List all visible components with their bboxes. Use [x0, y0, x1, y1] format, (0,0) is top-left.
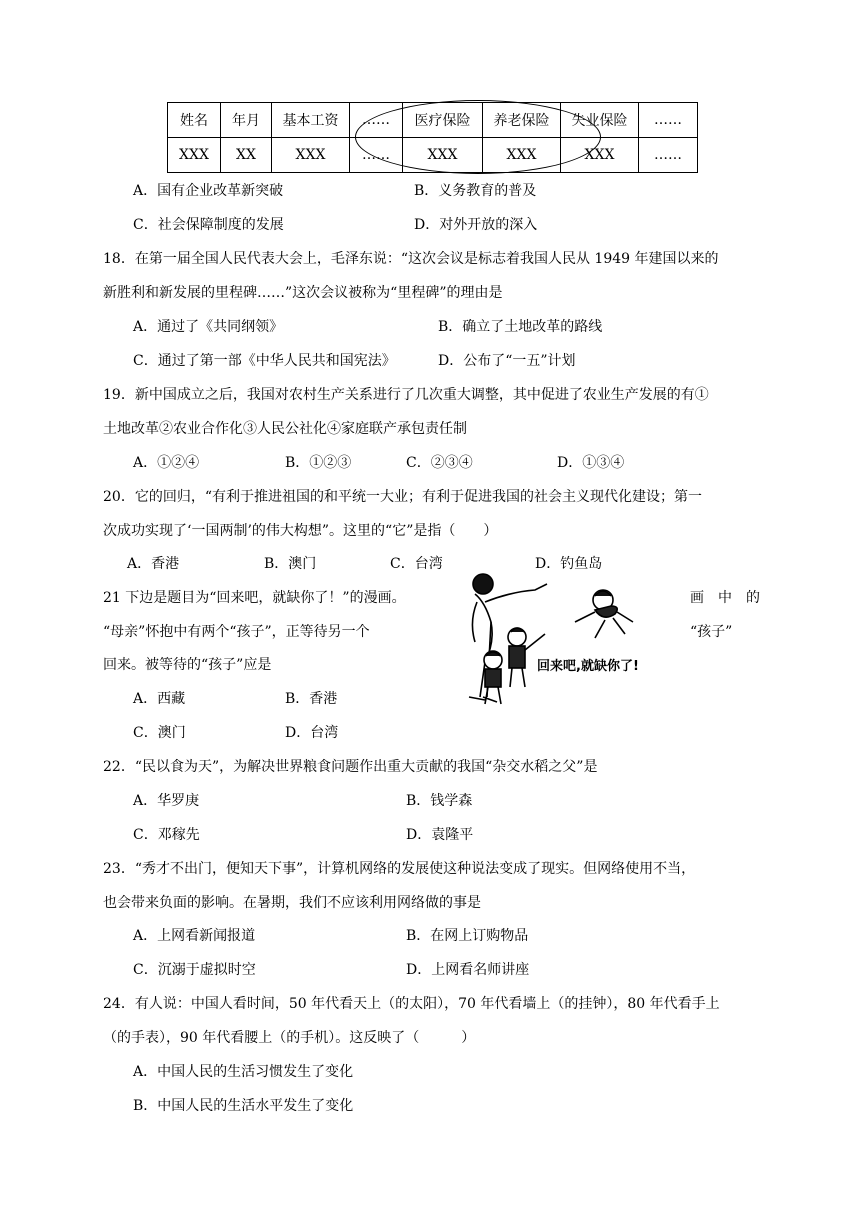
q21-stem-line1-right: 画 中 的 [690, 590, 760, 606]
q20-option-d: D．钓鱼岛 [535, 556, 603, 572]
cartoon-drawing [455, 562, 655, 712]
table-cell: XXX [403, 138, 483, 173]
table-cell: …… [639, 138, 698, 173]
q22-stem-line1: 22．“民以食为天”，为解决世界粮食问题作出重大贡献的我国“杂交水稻之父”是 [103, 759, 598, 775]
table-cell: XX [221, 138, 272, 173]
child-figure [484, 651, 502, 704]
q19-option-b: B．①②③ [285, 455, 352, 471]
table-header-cell: …… [350, 103, 403, 138]
table-header-cell: 养老保险 [483, 103, 561, 138]
q20-stem-line2: 次成功实现了‘一国两制’的伟大构想”。这里的“它”是指（ ） [103, 523, 498, 539]
q24-option-b: B．中国人民的生活水平发生了变化 [133, 1098, 354, 1114]
table-header-cell: 基本工资 [272, 103, 350, 138]
q18-option-a: A．通过了《共同纲领》 [133, 319, 284, 335]
q19-stem-line2: 土地改革②农业合作化③人民公社化④家庭联产承包责任制 [103, 421, 467, 437]
highlight-ellipse [355, 100, 601, 174]
table-header-cell: …… [639, 103, 698, 138]
q21-stem-line3: 回来。被等待的“孩子”应是 [103, 657, 272, 673]
cartoon-caption: 回来吧,就缺你了! [537, 659, 639, 674]
q17-option-a: A．国有企业改革新突破 [133, 183, 284, 199]
q23-stem-line1: 23．“秀才不出门，便知天下事”，计算机网络的发展使这种说法变成了现实。但网络使用不当， [103, 861, 696, 877]
child-figure [575, 590, 633, 638]
table-cell: XXX [272, 138, 350, 173]
q20-option-b: B．澳门 [264, 556, 317, 572]
q19-option-d: D．①③④ [557, 455, 625, 471]
cartoon-illustration [455, 562, 655, 712]
q18-stem-line2: 新胜利和新发展的里程碑……”这次会议被称为“里程碑”的理由是 [103, 285, 503, 301]
q21-option-a: A．西藏 [133, 691, 186, 707]
q18-stem-line1: 18．在第一届全国人民代表大会上，毛泽东说：“这次会议是标志着我国人民从 1949 年建国以来的 [103, 251, 719, 267]
q21-stem-line2-right: “孩子” [690, 624, 733, 640]
q24-stem-line2: （的手表），90 年代看腰上（的手机）。这反映了（ ） [103, 1030, 476, 1046]
q19-option-c: C．②③④ [406, 455, 473, 471]
q21-stem-line1: 21 下边是题目为“回来吧，就缺你了！”的漫画。 [103, 590, 406, 606]
table-cell: XXX [561, 138, 639, 173]
q21-option-d: D．台湾 [285, 725, 339, 741]
q17-option-c: C．社会保障制度的发展 [133, 217, 284, 233]
q18-option-c: C．通过了第一部《中华人民共和国宪法》 [133, 353, 396, 369]
table-header-cell: 医疗保险 [403, 103, 483, 138]
table-cell: XXX [483, 138, 561, 173]
q21-stem-line2: “母亲”怀抱中有两个“孩子”，正等待另一个 [103, 624, 370, 640]
q23-option-a: A．上网看新闻报道 [133, 928, 256, 944]
table-cell: …… [350, 138, 403, 173]
q24-option-a: A．中国人民的生活习惯发生了变化 [133, 1064, 354, 1080]
q23-stem-line2: 也会带来负面的影响。在暑期，我们不应该利用网络做的事是 [103, 895, 481, 911]
table-cell: XXX [168, 138, 221, 173]
q18-option-d: D．公布了“一五”计划 [438, 353, 576, 369]
q23-option-b: B．在网上订购物品 [406, 928, 529, 944]
q22-option-b: B．钱学森 [406, 793, 473, 809]
q19-stem-line1: 19．新中国成立之后，我国对农村生产关系进行了几次重大调整，其中促进了农业生产发展的有① [103, 387, 709, 403]
table-header-cell: 姓名 [168, 103, 221, 138]
q20-stem-line1: 20．它的回归，“有利于推进祖国的和平统一大业；有利于促进我国的社会主义现代化建设；第一 [103, 489, 702, 505]
q22-option-d: D．袁隆平 [406, 827, 474, 843]
q20-option-a: A．香港 [127, 556, 180, 572]
q22-option-a: A．华罗庚 [133, 793, 200, 809]
q21-option-b: B．香港 [285, 691, 338, 707]
q17-option-b: B．义务教育的普及 [414, 183, 537, 199]
table-header-cell: 年月 [221, 103, 272, 138]
q17-option-d: D．对外开放的深入 [414, 217, 538, 233]
q23-option-c: C．沉溺于虚拟时空 [133, 962, 256, 978]
q22-option-c: C．邓稼先 [133, 827, 200, 843]
q19-option-a: A．①②④ [133, 455, 200, 471]
q18-option-b: B．确立了土地改革的路线 [438, 319, 603, 335]
q21-option-c: C．澳门 [133, 725, 186, 741]
q24-stem-line1: 24．有人说：中国人看时间，50 年代看天上（的太阳），70 年代看墙上（的挂钟），80 年代看手上 [103, 996, 720, 1012]
q20-option-c: C．台湾 [390, 556, 443, 572]
table-header-cell: 失业保险 [561, 103, 639, 138]
q23-option-d: D．上网看名师讲座 [406, 962, 530, 978]
